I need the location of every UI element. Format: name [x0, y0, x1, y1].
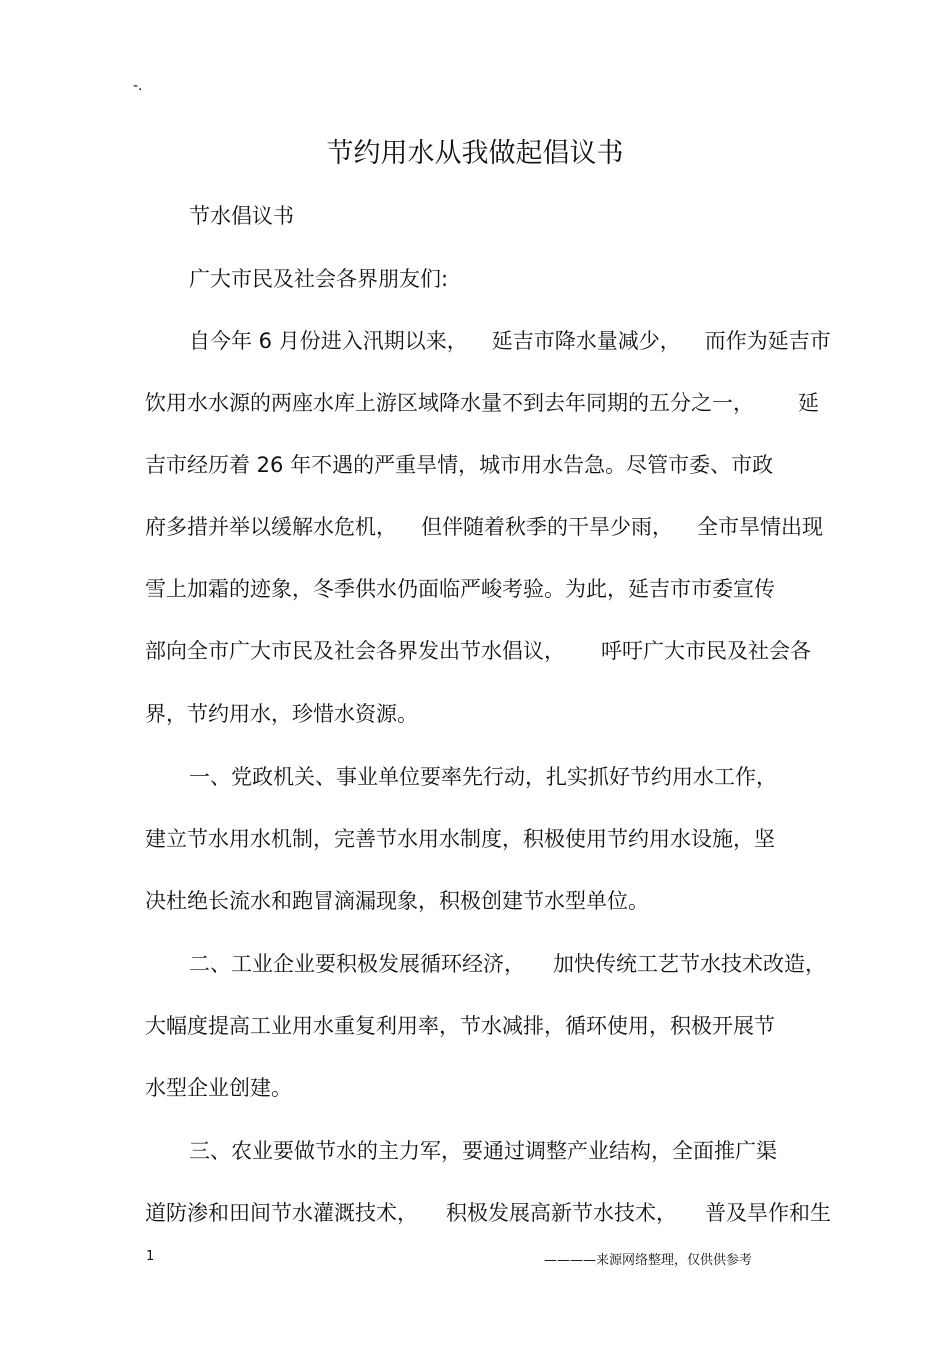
- text-segment: 普及旱作和生: [705, 1201, 831, 1225]
- paragraph-line: 水型企业创建。: [145, 1076, 292, 1100]
- source-note: ————来源网络整理，仅供供参考: [544, 1253, 753, 1268]
- text-segment: 二、工业企业要积极发展循环经济，: [189, 952, 525, 976]
- paragraph-line: [189, 325, 831, 355]
- text-segment: 延吉市降水量减少，: [491, 329, 681, 353]
- text-segment: 府多措并举以缓解水危机，: [145, 515, 397, 539]
- text-segment: 饮用水水源的两座水库上游区域降水量不到去年同期的五分之一，: [145, 391, 754, 415]
- text-segment: 积极发展高新节水技术，: [446, 1201, 677, 1225]
- text-segment: 部向全市广大市民及社会各界发出节水倡议，: [145, 639, 565, 663]
- paragraph-line: [145, 387, 819, 417]
- paragraph-line: 一、党政机关、事业单位要率先行动，扎实抓好节约用水工作，: [189, 765, 777, 789]
- paragraph-line: 吉市经历着 26 年不遇的严重旱情，城市用水告急。尽管市委、市政: [145, 453, 774, 477]
- paragraph-line: 雪上加霜的迹象，冬季供水仍面临严峻考验。为此，延吉市市委宣传: [145, 577, 775, 601]
- text-segment: 道防渗和田间节水灌溉技术，: [145, 1201, 418, 1225]
- text-segment: 延: [798, 391, 819, 415]
- text-segment: 呼吁广大市民及社会各: [601, 639, 811, 663]
- text-segment: 加快传统工艺节水技术改造，: [553, 952, 826, 976]
- paragraph-line: 决杜绝长流水和跑冒滴漏现象，积极创建节水型单位。: [145, 889, 649, 913]
- corner-mark: -.: [133, 78, 143, 94]
- text-segment: 全市旱情出现: [697, 515, 823, 539]
- paragraph-line: 三、农业要做节水的主力军，要通过调整产业结构，全面推广渠: [189, 1139, 777, 1163]
- page-title: 节约用水从我做起倡议书: [326, 138, 624, 169]
- text-segment: 但伴随着秋季的干旱少雨，: [421, 515, 673, 539]
- paragraph-line: 界，节约用水，珍惜水资源。: [145, 702, 418, 726]
- paragraph-line: [145, 635, 811, 665]
- page-number: 1: [146, 1249, 155, 1264]
- subtitle: 节水倡议书: [189, 204, 294, 228]
- paragraph-line: 大幅度提高工业用水重复利用率，节水减排，循环使用，积极开展节: [145, 1014, 775, 1038]
- paragraph-line: [145, 511, 823, 541]
- paragraph-line: [189, 948, 826, 978]
- salutation: 广大市民及社会各界朋友们:: [189, 267, 449, 291]
- text-segment: 而作为延吉市: [704, 329, 831, 353]
- paragraph-line: [145, 1197, 831, 1227]
- paragraph-line: 建立节水用水机制，完善节水用水制度，积极使用节约用水设施，坚: [145, 827, 775, 851]
- text-segment: 自今年 6 月份进入汛期以来，: [189, 329, 468, 353]
